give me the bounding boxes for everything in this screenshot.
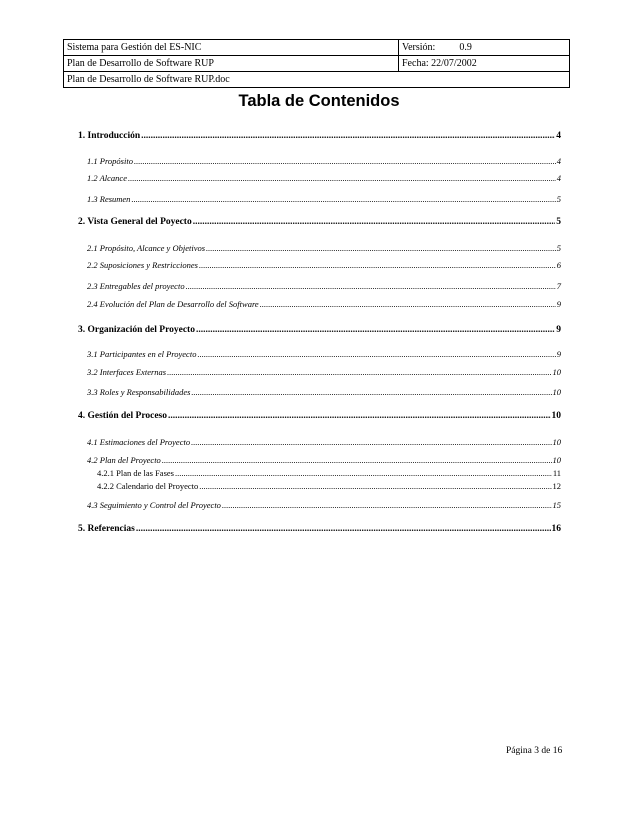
toc-entry[interactable] (97, 467, 561, 479)
toc-leader-dots (136, 523, 551, 535)
toc-entry[interactable] (87, 242, 561, 254)
toc-entry-page: 5 (556, 243, 561, 253)
toc-entry-label: 4.1 Estimaciones del Proyecto (87, 437, 191, 447)
toc-entry-label: 4.3 Seguimiento y Control del Proyecto (87, 500, 221, 510)
toc-entry[interactable] (78, 216, 561, 228)
toc-leader-dots (131, 193, 555, 205)
toc-leader-dots (222, 499, 552, 511)
toc-entry[interactable] (78, 324, 561, 336)
toc-entry-page: 10 (552, 367, 561, 377)
toc-entry-label: 3. Organización del Proyecto (78, 325, 195, 335)
version-value: 0.9 (459, 41, 472, 53)
toc-entry-label: 4.2 Plan del Proyecto (87, 455, 161, 465)
toc-entry-label: 2.2 Suposiciones y Restricciones (87, 260, 198, 270)
toc-leader-dots (260, 298, 556, 310)
page-title: Tabla de Contenidos (238, 92, 400, 110)
toc-leader-dots (206, 242, 556, 254)
toc-leader-dots (197, 348, 555, 360)
plan-name: Plan de Desarrollo de Software RUP (64, 56, 399, 72)
toc-entry-label: 1.1 Propósito (87, 156, 133, 166)
toc-entry-page: 9 (556, 325, 561, 335)
toc-entry[interactable] (87, 280, 561, 292)
toc-entry-page: 6 (556, 260, 561, 270)
toc-entry[interactable] (78, 410, 561, 422)
toc-entry-page: 11 (552, 468, 561, 478)
toc-leader-dots (196, 324, 555, 336)
toc-entry[interactable] (87, 454, 561, 466)
toc-entry-label: 2.4 Evolución del Plan de Desarrollo del Software (87, 299, 259, 309)
toc-entry-page: 15 (552, 500, 561, 510)
toc-leader-dots (168, 410, 550, 422)
toc-entry-label: 3.1 Participantes en el Proyecto (87, 349, 197, 359)
toc-entry[interactable] (87, 436, 561, 448)
page-number: Página 3 de 16 (506, 746, 563, 756)
toc-entry-page: 4 (556, 156, 561, 166)
toc-entry-page: 7 (556, 281, 561, 291)
toc-entry-page: 5 (556, 194, 561, 204)
toc-entry-page: 4 (556, 173, 561, 183)
toc-entry-page: 10 (551, 411, 561, 421)
toc-leader-dots (191, 436, 551, 448)
toc-entry[interactable] (87, 366, 561, 378)
toc-entry-page: 10 (552, 437, 561, 447)
toc-entry[interactable] (87, 386, 561, 398)
toc-leader-dots (167, 366, 551, 378)
toc-leader-dots (134, 155, 556, 167)
toc-entry-page: 10 (552, 387, 561, 397)
date-text: Fecha: 22/07/2002 (399, 56, 570, 72)
toc-entry[interactable] (87, 155, 561, 167)
toc-entry-page: 5 (556, 217, 561, 227)
toc-entry[interactable] (87, 499, 561, 511)
toc-entry[interactable] (97, 480, 561, 492)
toc-entry-label: 1. Introducción (78, 131, 141, 141)
toc-leader-dots (141, 130, 555, 142)
toc-entry-label: 2. Vista General del Poyecto (78, 217, 192, 227)
toc-entry-label: 4.2.2 Calendario del Proyecto (97, 481, 199, 491)
toc-leader-dots (162, 454, 552, 466)
toc-leader-dots (186, 280, 556, 292)
toc-entry-label: 5. Referencias (78, 524, 135, 534)
toc-entry-label: 4. Gestión del Proceso (78, 411, 168, 421)
toc-leader-dots (199, 480, 551, 492)
toc-entry-label: 2.1 Propósito, Alcance y Objetivos (87, 243, 206, 253)
toc-entry[interactable] (87, 348, 561, 360)
toc-leader-dots (199, 259, 556, 271)
toc-entry-page: 9 (556, 299, 561, 309)
toc-entry[interactable] (78, 130, 561, 142)
toc-entry[interactable] (87, 259, 561, 271)
toc-leader-dots (191, 386, 551, 398)
toc-entry[interactable] (87, 298, 561, 310)
toc-entry-label: 1.2 Alcance (87, 173, 127, 183)
toc-entry-page: 12 (552, 481, 561, 491)
toc-entry-label: 3.2 Interfaces Externas (87, 367, 167, 377)
toc-entry-label: 3.3 Roles y Responsabilidades (87, 387, 191, 397)
toc-entry-page: 9 (556, 349, 561, 359)
version-label: Versión: (402, 41, 436, 53)
toc-entry[interactable] (78, 523, 561, 535)
toc-entry-page: 16 (551, 524, 561, 534)
toc-entry[interactable] (87, 172, 561, 184)
file-name: Plan de Desarrollo de Software RUP.doc (64, 72, 570, 88)
toc-leader-dots (175, 467, 552, 479)
toc-leader-dots (193, 216, 556, 228)
toc-entry-label: 1.3 Resumen (87, 194, 131, 204)
toc-entry-page: 4 (556, 131, 561, 141)
system-name: Sistema para Gestión del ES-NIC (64, 40, 399, 56)
toc-leader-dots (128, 172, 556, 184)
toc-entry-page: 10 (552, 455, 561, 465)
toc-entry[interactable] (87, 193, 561, 205)
toc-entry-label: 2.3 Entregables del proyecto (87, 281, 185, 291)
toc-entry-label: 4.2.1 Plan de las Fases (97, 468, 174, 478)
